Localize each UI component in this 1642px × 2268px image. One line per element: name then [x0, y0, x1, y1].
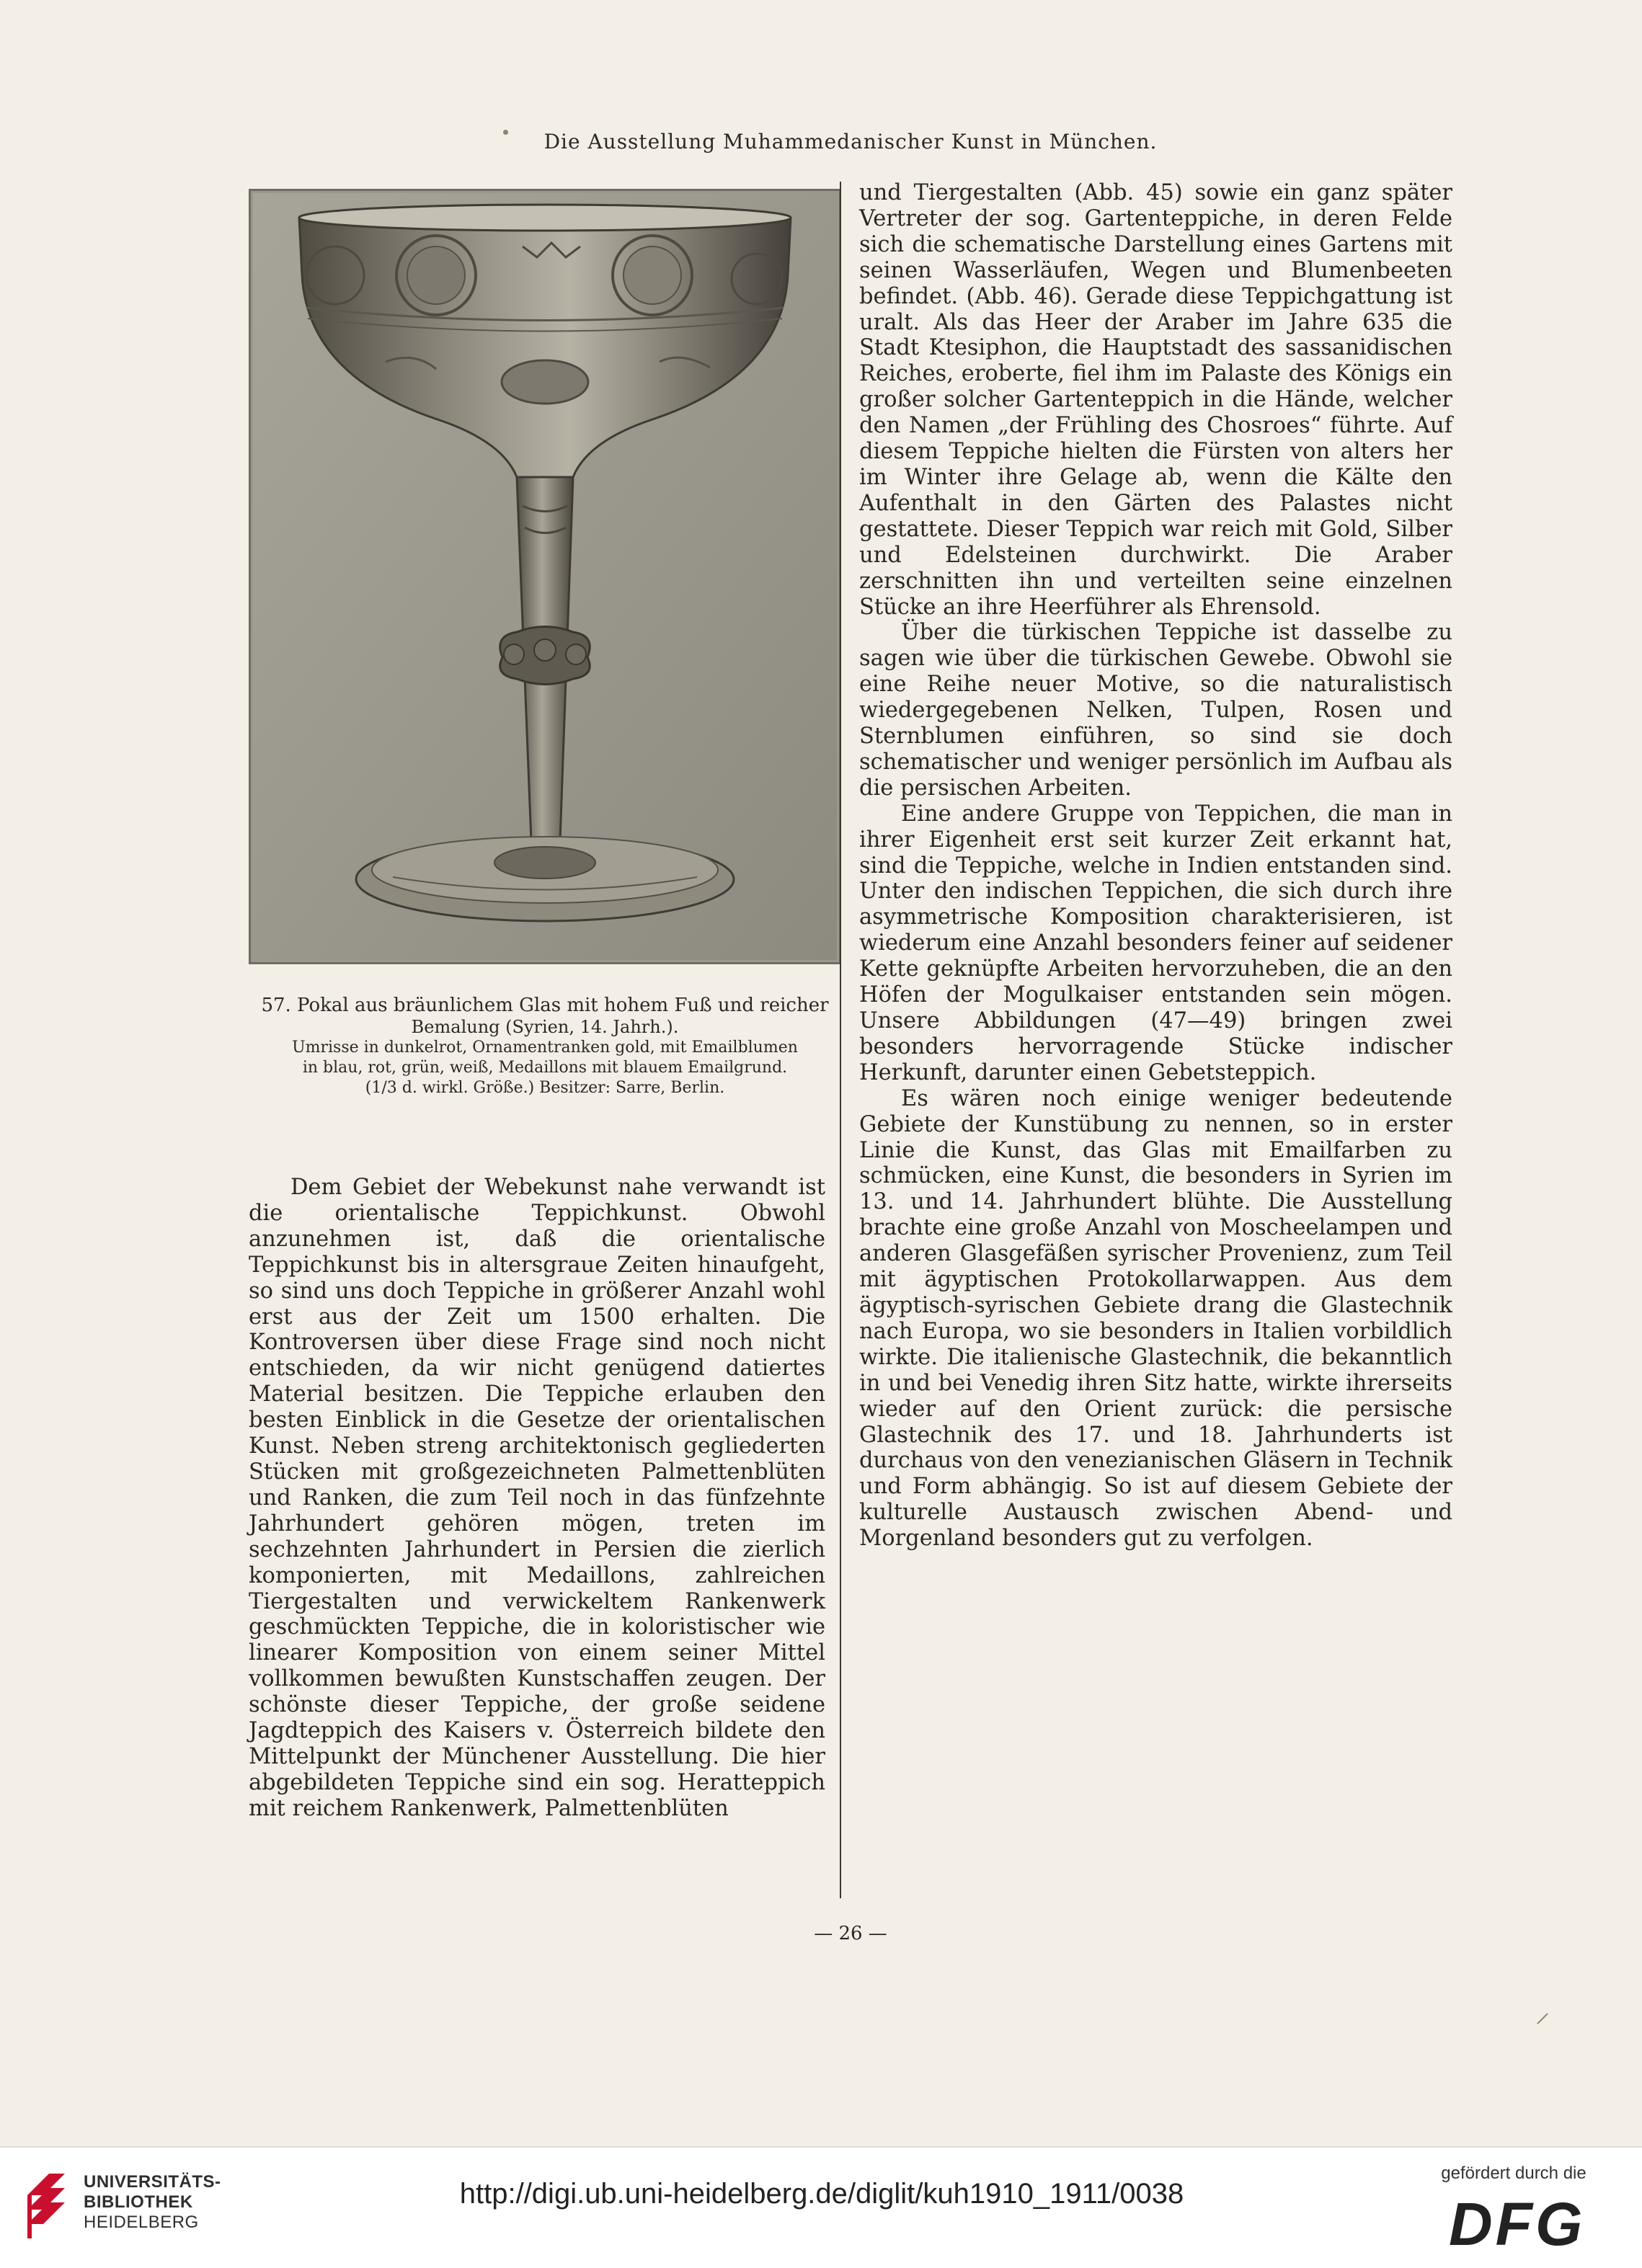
paragraph: Eine andere Gruppe von Teppichen, die man in ihrer Eigenheit erst seit kurzer Zeit erkannt hat, sind die Teppiche, welche in Indien entstanden sind. Unter den indischen Teppichen, die sich durch ihre asymmetrische Komposition charakterisieren, ist wiederum eine Anzahl besonders feiner auf seidener Kette geknüpfte Arbeiten hervorzuheben, die an den Höfen der Mogulkaiser entstanden sein mögen. Unsere Abbildungen (47—49) bringen zwei besonders hervorragende Stücke indischer Herkunft, darunter einen Gebetsteppich.	[859, 801, 1452, 1085]
paragraph: Es wären noch einige weniger bedeutende Gebiete der Kunstübung zu nennen, so in erster Linie die Kunst, das Glas mit Emailfarben zu schmücken, eine Kunst, die besonders in Syrien im 13. und 14. Jahrhundert blühte. Die Ausstellung brachte eine große Anzahl von Moscheelampen und anderen Glasgefäßen syrischer Provenienz, zum Teil mit ägyptischen Protokollarwappen. Aus dem ägyptisch-syrischen Gebiete drang die Glastechnik nach Europa, wo sie besonders in Italien vorbildlich wirkte. Die italienische Glastechnik, die bekanntlich in und bei Venedig ihren Sitz hatte, wirkte ihrerseits wieder auf den Orient zurück: die persische Glastechnik des 17. und 18. Jahrhunderts ist durchaus von den venezianischen Gläsern in Technik und Form abhängig. So ist auf diesem Gebiete der kulturelle Austausch zwischen Abend- und Morgenland besonders gut zu verfolgen.	[859, 1085, 1452, 1552]
caption-line: in blau, rot, grün, weiß, Medaillons mit blauem Emailgrund.	[302, 1059, 788, 1077]
paragraph: Dem Gebiet der Webekunst nahe verwandt ist die orientalische Teppichkunst. Obwohl anzunehmen ist, daß die orientalische Teppichkunst bis in altersgraue Zeiten hinaufgeht, so sind uns doch Teppiche in größerer Anzahl wohl erst aus der Zeit um 1500 erhalten. Die Kontroversen über diese Frage sind noch nicht entschieden, da wir nicht genügend datiertes Material besitzen. Die Teppiche erlauben den besten Einblick in die Gesetze der orientalischen Kunst. Neben streng architektonisch gegliederten Stücken mit großgezeichneten Palmettenblüten und Ranken, die zum Teil noch in das fünfzehnte Jahrhundert gehören mögen, treten im sechzehnten Jahrhundert in Persien die zierlich komponierten, mit Medaillons, zahlreichen Tiergestalten und verwickeltem Rankenwerk geschmückten Teppiche, die in koloristischer wie linearer Komposition von einem seiner Mittel vollkommen bewußten Kunstschaffen zeugen. Der schönste dieser Teppiche, der große seidene Jagdteppich des Kaisers v. Österreich bildete den Mittelpunkt der Münchener Ausstellung. Die hier abgebildeten Teppiche sind ein sog. Heratteppich mit reichem Rankenwerk, Palmettenblüten	[249, 1175, 825, 1821]
paragraph: Über die türkischen Teppiche ist dasselbe zu sagen wie über die türkischen Gewebe. Obwohl sie eine Reihe neuer Motive, so die naturalistisch wiedergegebenen Nelken, Tulpen, Rosen und Sternblumen einführen, so sind sie doch schematischer und weniger persönlich im Aufbau als die persischen Arbeiten.	[859, 620, 1452, 801]
dfg-logo: DFG	[1449, 2190, 1586, 2258]
left-text-column	[249, 1175, 825, 1822]
right-text-column	[859, 180, 1452, 1552]
funded-by-label: gefördert durch die	[1441, 2164, 1586, 2183]
pencil-mark	[1537, 2013, 1548, 2024]
library-name: UNIVERSITÄTS- BIBLIOTHEK HEIDELBERG	[84, 2172, 221, 2232]
viewer-footer	[0, 2146, 1642, 2268]
caption-line: Bemalung (Syrien, 14. Jahrh.).	[411, 1017, 679, 1037]
figure-caption	[249, 995, 841, 1098]
caption-line: Umrisse in dunkelrot, Ornamentranken gold, mit Emailblumen	[292, 1039, 798, 1057]
column-divider	[840, 182, 841, 1898]
permalink-url[interactable]: http://digi.ub.uni-heidelberg.de/diglit/kuh1910_1911/0038	[459, 2178, 1184, 2210]
running-head: Die Ausstellung Muhammedanischer Kunst in München.	[543, 130, 1158, 154]
caption-line: 57. Pokal aus bräunlichem Glas mit hohem Fuß und reicher	[261, 995, 829, 1016]
caption-line: (1/3 d. wirkl. Größe.) Besitzer: Sarre, Berlin.	[365, 1079, 725, 1097]
goblet-illustration	[249, 189, 841, 964]
page-number: — 26 —	[814, 1923, 887, 1944]
university-library-logo-icon	[20, 2166, 72, 2246]
paragraph: und Tiergestalten (Abb. 45) sowie ein ganz später Vertreter der sog. Gartenteppiche, in deren Felde sich die schematische Darstellung eines Gartens mit seinen Wasserläufen, Wegen und Blumenbeeten befindet. (Abb. 46). Gerade diese Teppichgattung ist uralt. Als das Heer der Araber im Jahre 635 die Stadt Ktesiphon, die Hauptstadt des sassanidischen Reiches, eroberte, fiel ihm im Palaste des Königs ein großer solcher Gartenteppich in die Hände, welcher den Namen „der Frühling des Chosroes“ führte. Auf diesem Teppiche hielten die Fürsten von alters her im Winter ihre Gelage ab, wenn die Kälte den Aufenthalt in den Gärten des Palastes nicht gestattete. Dieser Teppich war reich mit Gold, Silber und Edelsteinen durchwirkt. Die Araber zerschnitten ihn und verteilten seine einzelnen Stücke an ihre Heerführer als Ehrensold.	[859, 180, 1452, 620]
goblet-photograph	[249, 189, 841, 964]
